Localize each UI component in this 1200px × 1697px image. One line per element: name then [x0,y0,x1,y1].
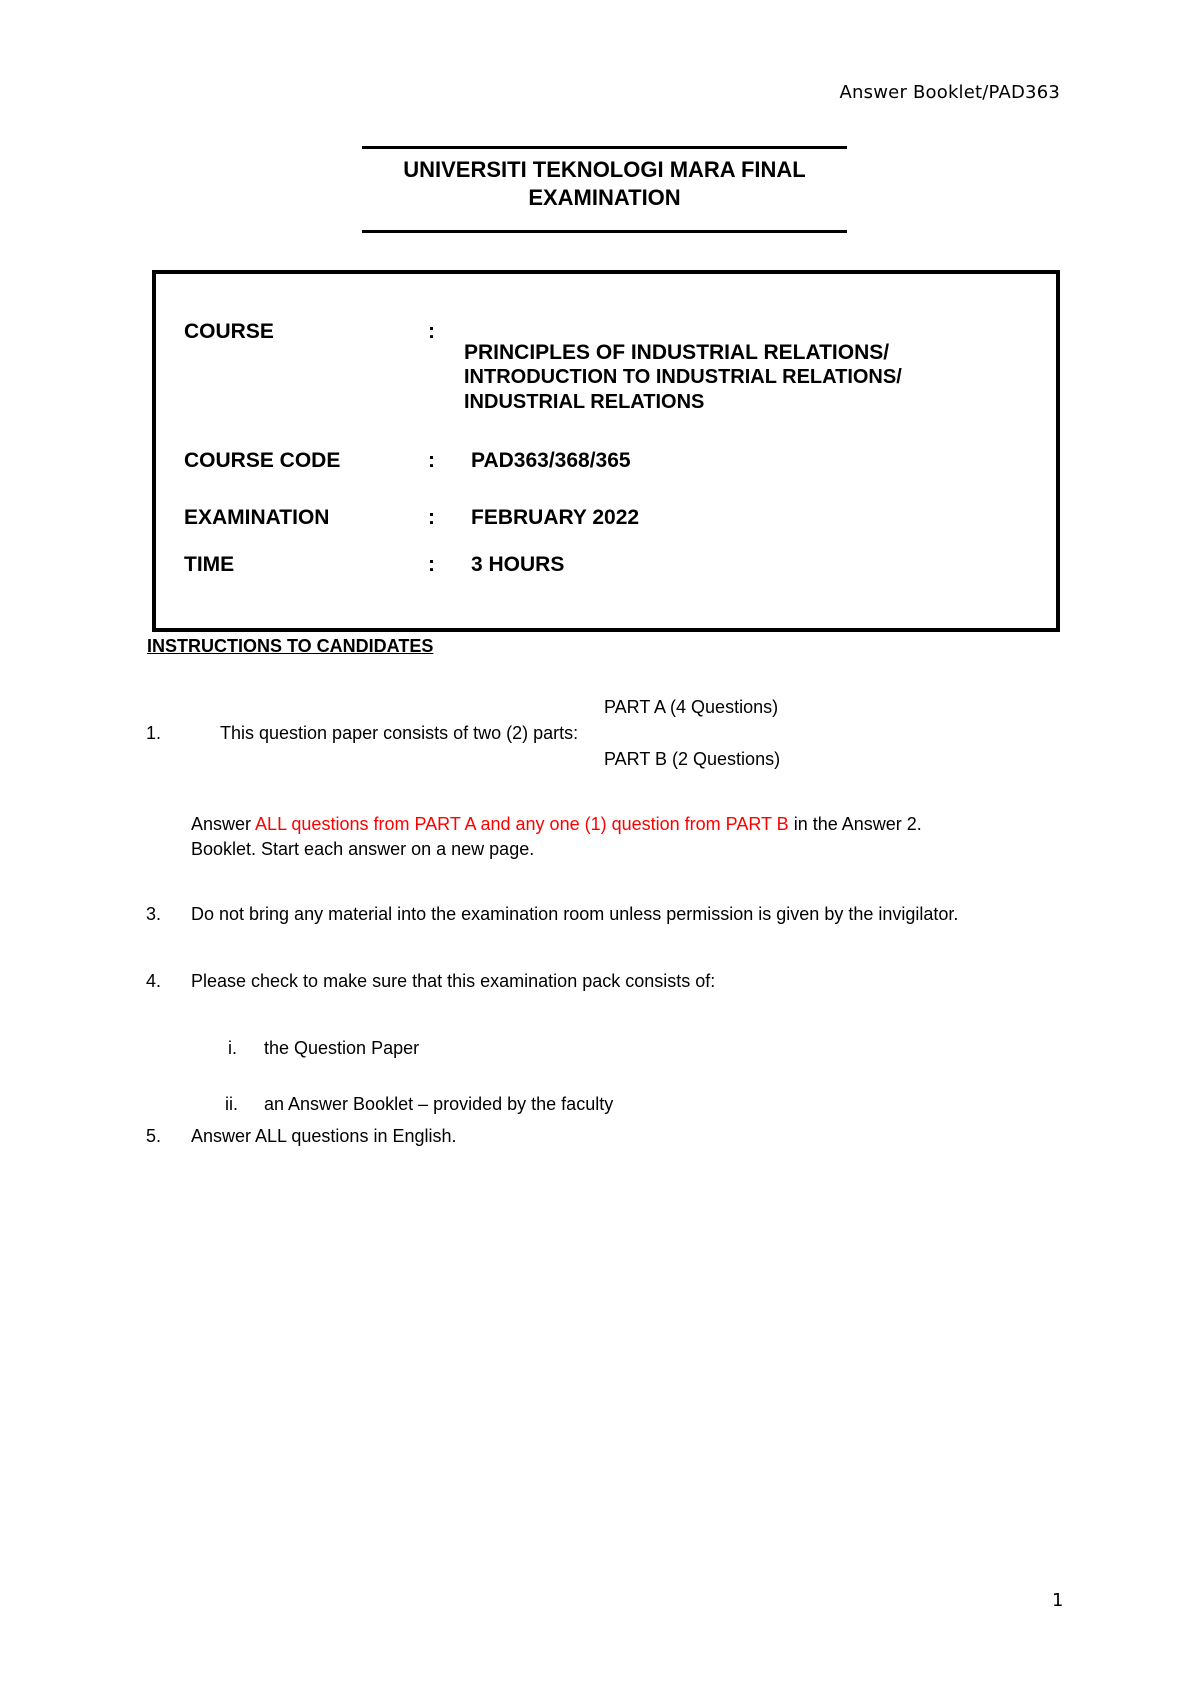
item-1-text: This question paper consists of two (2) parts: [220,723,579,743]
examination-colon: : [428,506,435,529]
part-a-label: PART A (4 Questions) [604,697,779,717]
course-code-colon: : [428,449,435,472]
sub-item-ii-number: ii. [225,1094,238,1114]
time-label: TIME [184,553,235,576]
item-3-number: 3. [146,904,162,924]
instructions-heading: INSTRUCTIONS TO CANDIDATES [147,636,434,656]
item-2-line2: Booklet. Start each answer on a new page. [191,839,535,859]
course-code-value: PAD363/368/365 [471,449,631,472]
header-reference: Answer Booklet/PAD363 [839,82,1060,103]
exam-title-line1: UNIVERSITI TEKNOLOGI MARA FINAL [403,157,806,182]
part-b-label: PART B (2 Questions) [604,749,781,769]
time-value: 3 HOURS [471,553,565,576]
item-2-pre: Answer [191,814,252,834]
item-4-number: 4. [146,971,162,991]
course-line-1: PRINCIPLES OF INDUSTRIAL RELATIONS/ [464,341,890,364]
item-3-text: Do not bring any material into the examination room unless permission is given by the invigilator. [191,904,959,924]
course-line-3: INDUSTRIAL RELATIONS [464,391,705,413]
course-line-2: INTRODUCTION TO INDUSTRIAL RELATIONS/ [464,366,902,388]
item-5-text: Answer ALL questions in English. [191,1126,457,1146]
page-number: 1 [1052,1590,1064,1611]
item-2-post: in the Answer 2. [793,814,922,834]
course-code-label: COURSE CODE [184,449,341,472]
course-value [464,340,902,415]
examination-label: EXAMINATION [184,506,330,529]
item-5-number: 5. [146,1126,162,1146]
examination-value: FEBRUARY 2022 [471,506,640,529]
course-colon: : [428,320,435,343]
item-2-line1 [191,814,922,835]
item-2-emphasis: ALL questions from PART A and any one (1) question from PART B [255,814,789,834]
sub-item-i-number: i. [228,1038,237,1058]
sub-item-i-text: the Question Paper [264,1038,420,1058]
item-1-number: 1. [146,723,162,743]
course-label: COURSE [184,320,274,343]
sub-item-ii-text: an Answer Booklet – provided by the faculty [264,1094,614,1114]
time-colon: : [428,553,435,576]
title-bottom-rule [362,230,847,233]
item-4-text: Please check to make sure that this examination pack consists of: [191,971,716,991]
title-top-rule [362,146,847,149]
exam-title-line2: EXAMINATION [528,185,681,210]
